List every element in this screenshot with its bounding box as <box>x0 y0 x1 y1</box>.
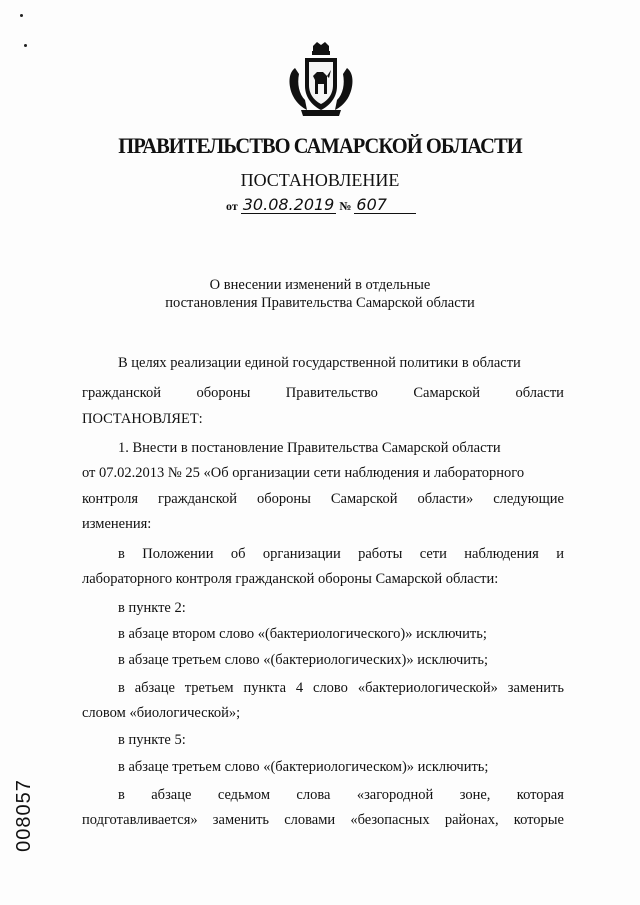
body-word: обороны <box>196 385 251 401</box>
body-word: гражданской <box>82 385 161 401</box>
body-line <box>118 546 564 563</box>
body-word: «бактериологической» <box>357 680 498 696</box>
body-word: сети <box>419 546 447 562</box>
government-name: ПРАВИТЕЛЬСТВО САМАРСКОЙ ОБЛАСТИ <box>118 133 522 158</box>
body-word: заменить <box>212 812 270 828</box>
body-word: седьмом <box>217 787 271 803</box>
body-word: контроля <box>82 491 139 507</box>
body-word: абзаце <box>151 787 192 803</box>
body-word: 4 <box>295 680 304 696</box>
body-line <box>82 385 564 402</box>
date-number-line <box>226 196 416 214</box>
body-line: словом «биологической»; <box>82 705 241 721</box>
body-line <box>82 491 564 508</box>
body-line: ПОСТАНОВЛЯЕТ: <box>82 411 203 427</box>
body-word: области <box>515 385 564 401</box>
margin-code <box>12 770 44 860</box>
body-line <box>82 812 564 829</box>
body-word: словами <box>284 812 336 828</box>
handwritten-number: 607 <box>354 196 416 214</box>
body-word: следующие <box>493 491 564 507</box>
body-word: зоне, <box>459 787 491 803</box>
body-word: в <box>118 546 125 562</box>
handwritten-date: 30.08.2019 <box>242 195 335 214</box>
body-word: Правительство <box>285 385 378 401</box>
scan-speck <box>20 14 23 17</box>
body-line: в абзаце третьем слово «(бактериологических)» исключить; <box>118 652 489 668</box>
body-word: которые <box>513 812 564 828</box>
body-word: Самарской <box>413 385 481 401</box>
body-word: пункта <box>243 680 287 696</box>
body-line: изменения: <box>82 516 152 532</box>
body-word: наблюдения <box>464 546 539 562</box>
body-line: в абзаце третьем слово «(бактериологическом)» исключить; <box>118 759 489 775</box>
body-word: организации <box>262 546 341 562</box>
body-word: подготавливается» <box>82 812 198 828</box>
body-line <box>118 680 564 697</box>
body-word: «загородной <box>356 787 434 803</box>
body-word: Положении <box>142 546 214 562</box>
body-word: Самарской <box>330 491 398 507</box>
margin-code-text: 008057 <box>12 779 35 852</box>
body-word: абзаце <box>134 680 175 696</box>
body-word: работы <box>358 546 403 562</box>
body-word: слово <box>313 680 348 696</box>
body-line: в пункте 2: <box>118 600 186 616</box>
body-word: обороны <box>257 491 311 507</box>
date-prefix: от <box>226 199 238 213</box>
body-line: лабораторного контроля гражданской обороны Самарской области: <box>82 571 499 587</box>
subject-line-2: постановления Правительства Самарской области <box>165 295 475 311</box>
body-word: в <box>118 787 125 803</box>
scan-speck <box>24 44 27 47</box>
body-word: которая <box>516 787 564 803</box>
subject-line-1: О внесении изменений в отдельные <box>209 277 431 293</box>
number-prefix: № <box>339 199 352 213</box>
body-word: слова <box>296 787 331 803</box>
body-word: об <box>230 546 246 562</box>
body-word: третьем <box>184 680 234 696</box>
body-line <box>118 787 564 804</box>
body-word: области» <box>417 491 474 507</box>
body-word: «безопасных <box>350 812 430 828</box>
document-type: ПОСТАНОВЛЕНИЕ <box>240 170 400 190</box>
body-word: заменить <box>507 680 564 696</box>
body-line: в пункте 5: <box>118 732 186 748</box>
body-line: 1. Внести в постановление Правительства Самарской области <box>118 440 501 456</box>
body-word: в <box>118 680 125 696</box>
body-line: В целях реализации единой государственной политики в области <box>118 355 521 371</box>
body-word: и <box>556 546 564 562</box>
body-line: в абзаце втором слово «(бактериологического)» исключить; <box>118 626 487 642</box>
body-word: гражданской <box>158 491 238 507</box>
body-word: районах, <box>444 812 499 828</box>
body-line: от 07.02.2013 № 25 «Об организации сети наблюдения и лабораторного <box>82 465 525 481</box>
coat-of-arms-icon <box>283 40 359 120</box>
